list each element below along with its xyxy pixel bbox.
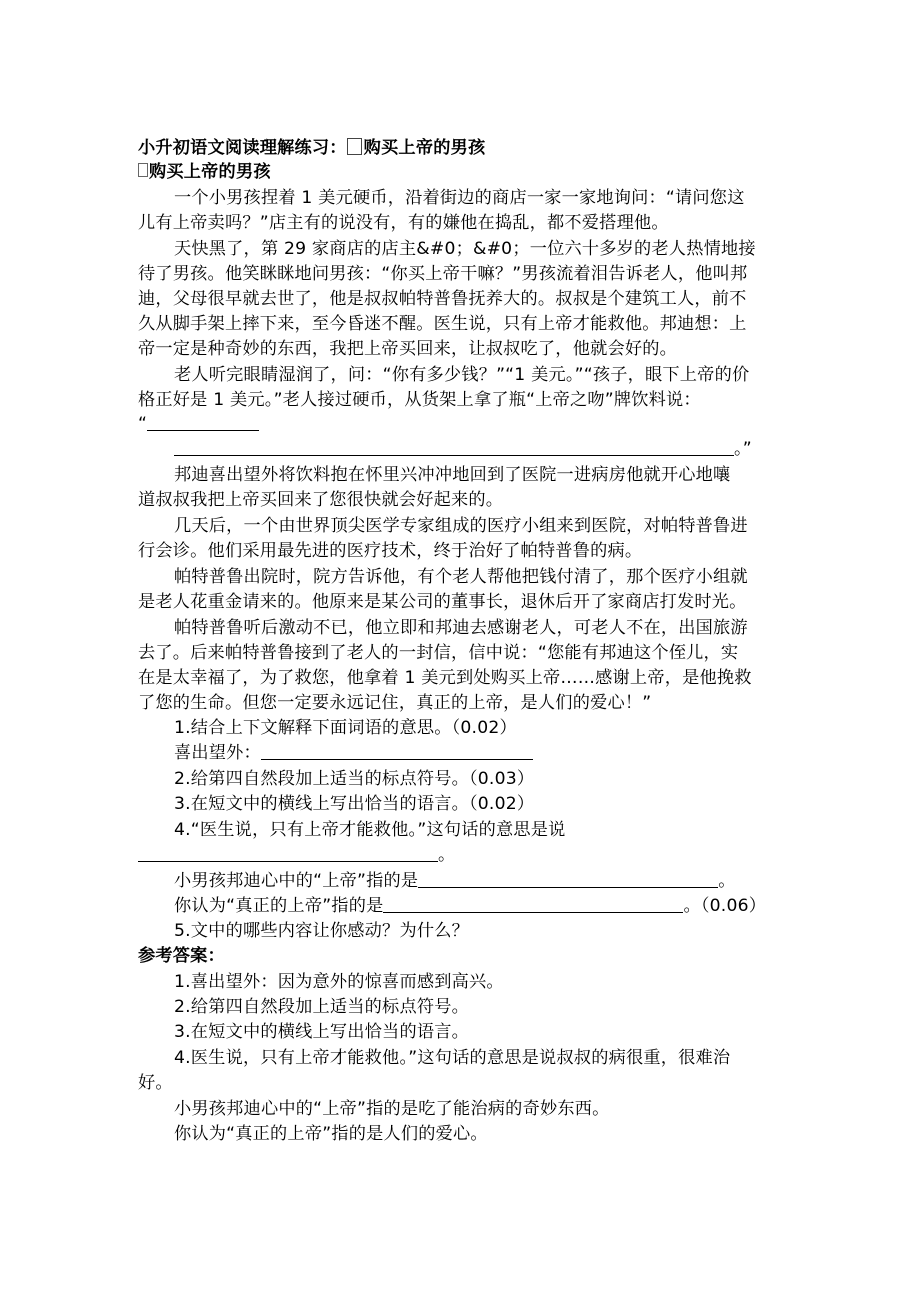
question-2: 2.给第四自然段加上适当的标点符号。（0.03） [174, 769, 535, 789]
paragraph-2-line-1: 天快黑了，第 29 家商店的店主&#0；&#0；一位六十多岁的老人热情地接 [174, 239, 756, 259]
fill-blank-line [147, 414, 259, 431]
paragraph-3-line-2: 格正好是 1 美元。”老人接过硬币，从货架上拿了瓶“上帝之吻”牌饮料说： [138, 390, 701, 410]
quote-close: 。” [734, 439, 752, 459]
missing-glyph-icon [138, 163, 148, 177]
answer-blank-line [418, 871, 718, 888]
question-4c-end: 。（0.06） [683, 896, 767, 916]
paragraph-1-line-1: 一个小男孩捏着 1 美元硬币，沿着街边的商店一家一家地询问：“请问您这 [174, 188, 745, 208]
question-4c-text: 你认为“真正的上帝”指的是 [174, 896, 384, 916]
paragraph-4-line-1: 邦迪喜出望外将饮料抱在怀里兴冲冲地回到了医院一进病房他就开心地嚷 [174, 465, 731, 485]
answer-blank-line [383, 896, 683, 913]
paragraph-2-line-3: 迪，父母很早就去世了，他是叔叔帕特普鲁抚养大的。叔叔是个建筑工人，前不 [138, 289, 747, 309]
fill-blank-line [174, 439, 734, 456]
paragraph-3-blank-line-1 [138, 412, 259, 436]
question-4b-text: 小男孩邦迪心中的“上帝”指的是 [174, 871, 419, 891]
question-4-end: 。 [438, 845, 456, 865]
paragraph-3-blank-line-2 [174, 437, 752, 461]
paragraph-5-line-2: 行会诊。他们采用最先进的医疗技术，终于治好了帕特普鲁的病。 [138, 541, 643, 561]
paragraph-4-line-2: 道叔叔我把上帝买回来了您很快就会好起来的。 [138, 490, 504, 510]
title-prefix: 小升初语文阅读理解练习： [138, 138, 347, 158]
document-title [138, 136, 485, 160]
answers-heading: 参考答案： [138, 946, 225, 966]
answer-4c: 你认为“真正的上帝”指的是人们的爱心。 [174, 1124, 488, 1144]
paragraph-6-line-2: 是老人花重金请来的。他原来是某公司的董事长，退休后开了家商店打发时光。 [138, 592, 747, 612]
title-name: 购买上帝的男孩 [363, 138, 486, 158]
question-5: 5.文中的哪些内容让你感动？为什么？ [174, 921, 470, 941]
paragraph-2-line-4: 久从脚手架上摔下来，至今昏迷不醒。医生说，只有上帝才能救他。邦迪想：上 [138, 314, 747, 334]
paragraph-5-line-1: 几天后，一个由世界顶尖医学专家组成的医疗小组来到医院，对帕特普鲁进 [174, 516, 748, 536]
question-1-term [174, 741, 533, 765]
paragraph-7-line-1: 帕特普鲁听后激动不已，他立即和邦迪去感谢老人，可老人不在，出国旅游 [174, 618, 748, 638]
answer-4-line-1: 4.医生说，只有上帝才能救他。”这句话的意思是说叔叔的病很重，很难治 [174, 1048, 731, 1068]
paragraph-7-line-2: 去了。后来帕特普鲁接到了老人的一封信，信中说：“您能有邦迪这个侄儿，实 [138, 643, 739, 663]
paragraph-2-line-5: 帝一定是种奇妙的东西，我把上帝买回来，让叔叔吃了，他就会好的。 [138, 339, 678, 359]
answer-4-line-2: 好。 [138, 1073, 173, 1093]
document-subtitle [138, 160, 271, 184]
question-4: 4.“医生说，只有上帝才能救他。”这句话的意思是说 [174, 820, 566, 840]
paragraph-1-line-2: 儿有上帝卖吗？”店主有的说没有，有的嫌他在捣乱，都不爱搭理他。 [138, 213, 669, 233]
paragraph-3-line-1: 老人听完眼睛湿润了，问：“你有多少钱？”“1 美元。”“孩子，眼下上帝的价 [174, 365, 750, 385]
paragraph-7-line-3: 在是太幸福了，为了救您，他拿着 1 美元到处购买上帝……感谢上帝，是他挽救 [138, 668, 752, 688]
question-3: 3.在短文中的横线上写出恰当的语言。（0.02） [174, 794, 535, 814]
subtitle-text: 购买上帝的男孩 [149, 162, 271, 182]
question-4-blank [138, 843, 455, 867]
question-1: 1.结合上下文解释下面词语的意思。（0.02） [174, 718, 517, 738]
question-4b-end: 。 [718, 871, 736, 891]
quote-open: “ [138, 414, 148, 434]
answer-4b: 小男孩邦迪心中的“上帝”指的是吃了能治病的奇妙东西。 [174, 1099, 610, 1119]
question-1-term-label: 喜出望外： [174, 743, 261, 763]
question-4b [174, 869, 736, 893]
paragraph-7-line-4: 了您的生命。但您一定要永远记住，真正的上帝，是人们的爱心！” [138, 693, 652, 713]
answer-1: 1.喜出望外：因为意外的惊喜而感到高兴。 [174, 972, 504, 992]
answer-blank-line [138, 845, 438, 862]
answer-blank-line [261, 743, 533, 760]
missing-glyph-icon [347, 138, 362, 155]
paragraph-2-line-2: 待了男孩。他笑眯眯地问男孩：“你买上帝干嘛？”男孩流着泪告诉老人，他叫邦 [138, 264, 748, 284]
question-4c [174, 894, 766, 918]
answer-2: 2.给第四自然段加上适当的标点符号。 [174, 997, 470, 1017]
paragraph-6-line-1: 帕特普鲁出院时，院方告诉他，有个老人帮他把钱付清了，那个医疗小组就 [174, 567, 748, 587]
answer-3: 3.在短文中的横线上写出恰当的语言。 [174, 1022, 470, 1042]
